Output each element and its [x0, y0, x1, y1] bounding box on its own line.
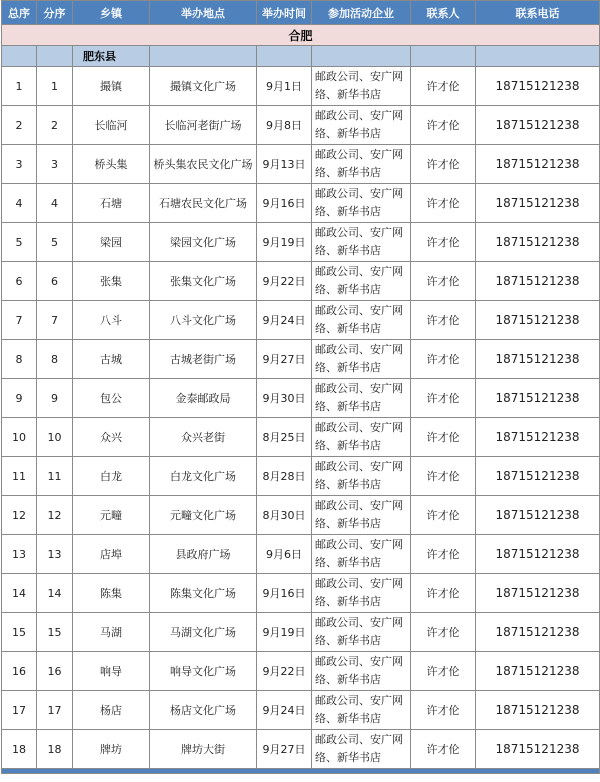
cell-phone: 18715121238: [476, 613, 600, 652]
header-sub-index: 分序: [37, 1, 73, 25]
cell-enterprise: 邮政公司、安广网络、新华书店: [312, 262, 411, 301]
cell-enterprise: 邮政公司、安广网络、新华书店: [312, 340, 411, 379]
cell-total-index: 18: [2, 730, 37, 769]
cell-sub-index: 9: [37, 379, 73, 418]
cell-town: 梁园: [73, 223, 150, 262]
cell-phone: 18715121238: [476, 574, 600, 613]
cell-total-index: 13: [2, 535, 37, 574]
cell-contact: 许才伦: [411, 106, 476, 145]
header-enterprise: 参加活动企业: [312, 1, 411, 25]
cell-enterprise: 邮政公司、安广网络、新华书店: [312, 184, 411, 223]
activity-schedule-table: [1, 0, 600, 774]
cell-phone: 18715121238: [476, 496, 600, 535]
cell-town: 元疃: [73, 496, 150, 535]
cell-town: 陈集: [73, 574, 150, 613]
cell-contact: 许才伦: [411, 691, 476, 730]
cell-total-index: 8: [2, 340, 37, 379]
cell-phone: 18715121238: [476, 379, 600, 418]
cell-place: 杨店文化广场: [150, 691, 257, 730]
cell-total-index: 4: [2, 184, 37, 223]
cell-place: 古城老街广场: [150, 340, 257, 379]
cell-total-index: 11: [2, 457, 37, 496]
header-date: 举办时间: [257, 1, 312, 25]
cell-phone: 18715121238: [476, 67, 600, 106]
cell-town: 牌坊: [73, 730, 150, 769]
table-row: [2, 340, 600, 379]
cell-phone: 18715121238: [476, 223, 600, 262]
cell-total-index: 10: [2, 418, 37, 457]
cell-phone: 18715121238: [476, 301, 600, 340]
table-row: [2, 691, 600, 730]
county-spacer: [476, 46, 600, 67]
table-row: [2, 496, 600, 535]
header-place: 举办地点: [150, 1, 257, 25]
cell-enterprise: 邮政公司、安广网络、新华书店: [312, 457, 411, 496]
header-town: 乡镇: [73, 1, 150, 25]
table-row: [2, 730, 600, 769]
cell-contact: 许才伦: [411, 379, 476, 418]
cell-total-index: 5: [2, 223, 37, 262]
cell-sub-index: 6: [37, 262, 73, 301]
county-spacer: [37, 46, 73, 67]
cell-place: 牌坊大街: [150, 730, 257, 769]
cell-total-index: 2: [2, 106, 37, 145]
cell-contact: 许才伦: [411, 145, 476, 184]
cell-phone: 18715121238: [476, 145, 600, 184]
table-row: [2, 535, 600, 574]
cell-contact: 许才伦: [411, 574, 476, 613]
cell-date: 9月6日: [257, 535, 312, 574]
cell-sub-index: 2: [37, 106, 73, 145]
cell-total-index: 1: [2, 67, 37, 106]
cell-contact: 许才伦: [411, 340, 476, 379]
table-row: [2, 613, 600, 652]
cell-sub-index: 8: [37, 340, 73, 379]
cell-contact: 许才伦: [411, 652, 476, 691]
cell-place: 梁园文化广场: [150, 223, 257, 262]
cell-phone: 18715121238: [476, 184, 600, 223]
cell-enterprise: 邮政公司、安广网络、新华书店: [312, 574, 411, 613]
cell-enterprise: 邮政公司、安广网络、新华书店: [312, 691, 411, 730]
cell-sub-index: 7: [37, 301, 73, 340]
cell-sub-index: 1: [37, 67, 73, 106]
cell-enterprise: 邮政公司、安广网络、新华书店: [312, 379, 411, 418]
cell-total-index: 9: [2, 379, 37, 418]
table-row: [2, 457, 600, 496]
cell-place: 撮镇文化广场: [150, 67, 257, 106]
cell-sub-index: 11: [37, 457, 73, 496]
region-row: [2, 25, 600, 46]
cell-phone: 18715121238: [476, 418, 600, 457]
cell-phone: 18715121238: [476, 535, 600, 574]
cell-town: 撮镇: [73, 67, 150, 106]
cell-place: 金泰邮政局: [150, 379, 257, 418]
cell-sub-index: 18: [37, 730, 73, 769]
cell-enterprise: 邮政公司、安广网络、新华书店: [312, 730, 411, 769]
cell-sub-index: 17: [37, 691, 73, 730]
cell-contact: 许才伦: [411, 418, 476, 457]
cell-total-index: 14: [2, 574, 37, 613]
cell-total-index: 12: [2, 496, 37, 535]
cell-town: 店埠: [73, 535, 150, 574]
cell-total-index: 16: [2, 652, 37, 691]
cell-phone: 18715121238: [476, 691, 600, 730]
cell-sub-index: 13: [37, 535, 73, 574]
cell-enterprise: 邮政公司、安广网络、新华书店: [312, 418, 411, 457]
cell-place: 响导文化广场: [150, 652, 257, 691]
cell-date: 9月24日: [257, 691, 312, 730]
county-spacer: [150, 46, 257, 67]
cell-town: 响导: [73, 652, 150, 691]
table-row: [2, 145, 600, 184]
cell-sub-index: 15: [37, 613, 73, 652]
table-row: [2, 184, 600, 223]
cell-date: 9月16日: [257, 574, 312, 613]
cell-place: 长临河老街广场: [150, 106, 257, 145]
cell-town: 马湖: [73, 613, 150, 652]
cell-contact: 许才伦: [411, 184, 476, 223]
cell-contact: 许才伦: [411, 496, 476, 535]
cell-place: 桥头集农民文化广场: [150, 145, 257, 184]
cell-phone: 18715121238: [476, 652, 600, 691]
table-bottom-edge: [2, 769, 600, 774]
header-row: [2, 1, 600, 25]
cell-contact: 许才伦: [411, 67, 476, 106]
table-row: [2, 574, 600, 613]
cell-date: 9月22日: [257, 262, 312, 301]
cell-town: 白龙: [73, 457, 150, 496]
cell-contact: 许才伦: [411, 457, 476, 496]
cell-town: 杨店: [73, 691, 150, 730]
cell-contact: 许才伦: [411, 535, 476, 574]
table-row: [2, 379, 600, 418]
cell-enterprise: 邮政公司、安广网络、新华书店: [312, 535, 411, 574]
cell-enterprise: 邮政公司、安广网络、新华书店: [312, 496, 411, 535]
cell-date: 9月27日: [257, 730, 312, 769]
cell-place: 县政府广场: [150, 535, 257, 574]
table-row: [2, 652, 600, 691]
cell-town: 包公: [73, 379, 150, 418]
cell-town: 众兴: [73, 418, 150, 457]
cell-enterprise: 邮政公司、安广网络、新华书店: [312, 145, 411, 184]
cell-contact: 许才伦: [411, 613, 476, 652]
cell-sub-index: 4: [37, 184, 73, 223]
region-label: 合肥: [2, 25, 600, 46]
cell-phone: 18715121238: [476, 262, 600, 301]
cell-total-index: 3: [2, 145, 37, 184]
cell-date: 9月30日: [257, 379, 312, 418]
cell-total-index: 15: [2, 613, 37, 652]
cell-town: 张集: [73, 262, 150, 301]
cell-place: 元疃文化广场: [150, 496, 257, 535]
table-row: [2, 418, 600, 457]
cell-total-index: 6: [2, 262, 37, 301]
cell-sub-index: 14: [37, 574, 73, 613]
table-bottom-strip: [2, 769, 600, 774]
cell-town: 石塘: [73, 184, 150, 223]
cell-enterprise: 邮政公司、安广网络、新华书店: [312, 301, 411, 340]
cell-enterprise: 邮政公司、安广网络、新华书店: [312, 613, 411, 652]
table-row: [2, 301, 600, 340]
cell-phone: 18715121238: [476, 730, 600, 769]
cell-date: 9月8日: [257, 106, 312, 145]
cell-date: 9月27日: [257, 340, 312, 379]
cell-date: 9月16日: [257, 184, 312, 223]
header-phone: 联系电话: [476, 1, 600, 25]
cell-contact: 许才伦: [411, 262, 476, 301]
cell-place: 众兴老街: [150, 418, 257, 457]
cell-date: 9月22日: [257, 652, 312, 691]
table-row: [2, 262, 600, 301]
cell-sub-index: 16: [37, 652, 73, 691]
header-contact: 联系人: [411, 1, 476, 25]
cell-sub-index: 3: [37, 145, 73, 184]
county-spacer: [257, 46, 312, 67]
cell-place: 石塘农民文化广场: [150, 184, 257, 223]
cell-town: 长临河: [73, 106, 150, 145]
county-spacer: [2, 46, 37, 67]
cell-contact: 许才伦: [411, 730, 476, 769]
table-row: [2, 67, 600, 106]
county-row: [2, 46, 600, 67]
cell-place: 白龙文化广场: [150, 457, 257, 496]
cell-town: 古城: [73, 340, 150, 379]
cell-enterprise: 邮政公司、安广网络、新华书店: [312, 652, 411, 691]
county-spacer: [312, 46, 411, 67]
table-row: [2, 106, 600, 145]
cell-place: 张集文化广场: [150, 262, 257, 301]
county-spacer: [411, 46, 476, 67]
cell-total-index: 7: [2, 301, 37, 340]
cell-date: 9月24日: [257, 301, 312, 340]
cell-place: 八斗文化广场: [150, 301, 257, 340]
cell-sub-index: 5: [37, 223, 73, 262]
cell-place: 陈集文化广场: [150, 574, 257, 613]
cell-phone: 18715121238: [476, 340, 600, 379]
cell-date: 9月1日: [257, 67, 312, 106]
cell-contact: 许才伦: [411, 301, 476, 340]
cell-phone: 18715121238: [476, 457, 600, 496]
cell-date: 9月19日: [257, 613, 312, 652]
header-total-index: 总序: [2, 1, 37, 25]
cell-sub-index: 10: [37, 418, 73, 457]
cell-sub-index: 12: [37, 496, 73, 535]
cell-enterprise: 邮政公司、安广网络、新华书店: [312, 223, 411, 262]
cell-date: 9月19日: [257, 223, 312, 262]
cell-town: 八斗: [73, 301, 150, 340]
cell-total-index: 17: [2, 691, 37, 730]
cell-date: 8月25日: [257, 418, 312, 457]
cell-enterprise: 邮政公司、安广网络、新华书店: [312, 67, 411, 106]
county-label: 肥东县: [73, 46, 150, 67]
cell-phone: 18715121238: [476, 106, 600, 145]
cell-date: 8月28日: [257, 457, 312, 496]
cell-enterprise: 邮政公司、安广网络、新华书店: [312, 106, 411, 145]
cell-place: 马湖文化广场: [150, 613, 257, 652]
table-row: [2, 223, 600, 262]
cell-date: 9月13日: [257, 145, 312, 184]
cell-town: 桥头集: [73, 145, 150, 184]
cell-contact: 许才伦: [411, 223, 476, 262]
cell-date: 8月30日: [257, 496, 312, 535]
